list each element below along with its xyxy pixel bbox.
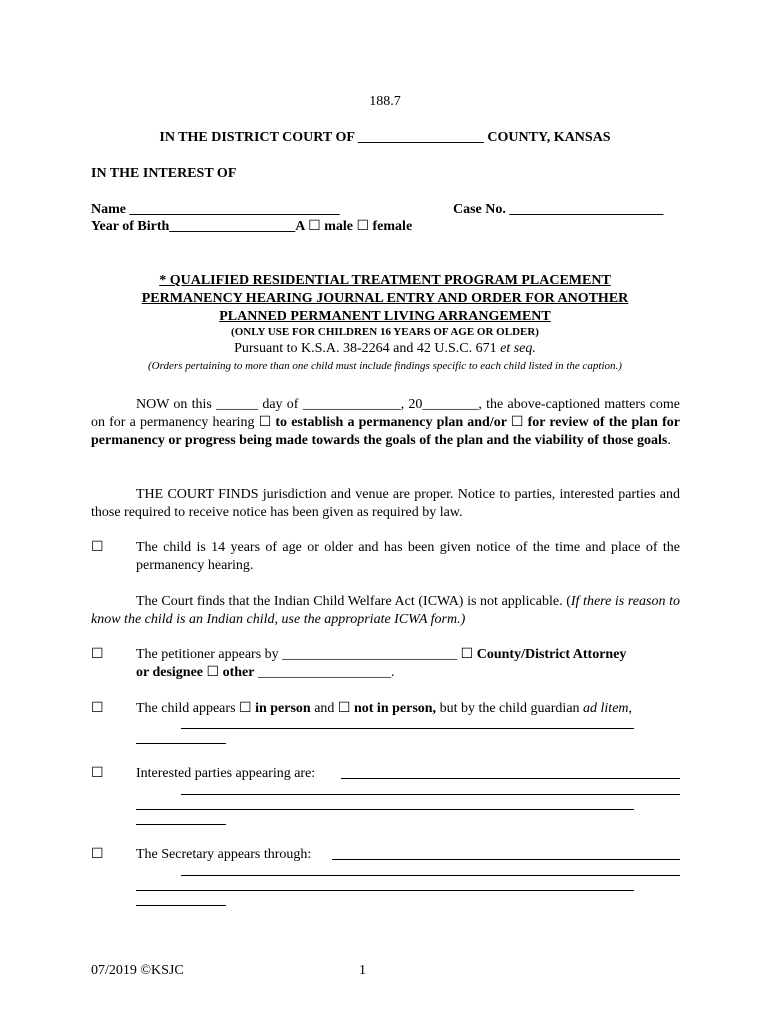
form-number: 188.7: [369, 94, 401, 109]
child-appears-text: The child appears: [136, 701, 240, 716]
and-text: and: [310, 701, 338, 716]
court-finds-paragraph: THE COURT FINDS jurisdiction and venue are proper. Notice to parties, interested parties and those required to receive notice has been given as required by law.: [91, 487, 680, 520]
child-appears-line: [136, 700, 680, 717]
child-appears-checkbox[interactable]: ☐: [91, 701, 104, 716]
secretary-label: The Secretary appears through:: [136, 847, 312, 862]
petitioner-line-1: [136, 646, 680, 663]
icwa-paragraph: [91, 593, 680, 629]
county-attorney-label: County/District Attorney: [473, 647, 627, 662]
other-blank[interactable]: ___________________.: [254, 665, 395, 680]
year-of-birth-field[interactable]: Year of Birth__________________A: [91, 219, 309, 234]
orders-note: (Orders pertaining to more than one child must include findings specific to each child listed in the caption.): [148, 360, 622, 372]
title-note: (ONLY USE FOR CHILDREN 16 YEARS OF AGE OR OLDER): [231, 326, 539, 338]
p1-text-c: , 20________, the above-captioned matters come on for a permanency hearing: [91, 397, 680, 430]
p1-period: .: [667, 433, 671, 448]
child-14-text: The child is 14 years of age or older and has been given notice of the time and place of the permanency hearing.: [136, 540, 680, 573]
pursuant-text: Pursuant to K.S.A. 38-2264 and 42 U.S.C. 671: [234, 341, 501, 356]
female-checkbox[interactable]: ☐: [356, 219, 370, 234]
secretary-blank-1[interactable]: [332, 859, 680, 860]
title-line-3: PLANNED PERMANENT LIVING ARRANGEMENT: [219, 309, 551, 324]
comma: ,: [628, 701, 633, 716]
secretary-blank-4[interactable]: [136, 905, 226, 906]
female-label: female: [369, 219, 413, 234]
guardian-text: but by the child guardian: [436, 701, 584, 716]
ad-litem-text: ad litem: [583, 701, 629, 716]
icwa-italic: If there is reason to know the child is an Indian child, use the appropriate ICWA form.): [91, 594, 680, 627]
interested-blank-3[interactable]: [136, 809, 634, 810]
male-label: male: [320, 219, 357, 234]
icwa-text: The Court finds that the Indian Child Welfare Act (ICWA) is not applicable. (: [136, 594, 571, 609]
other-label: other: [219, 665, 255, 680]
case-number-field[interactable]: Case No. ______________________: [453, 202, 664, 217]
pursuant-italic: et seq.: [500, 341, 536, 356]
title-line-2: PERMANENCY HEARING JOURNAL ENTRY AND ORDER FOR ANOTHER: [141, 291, 629, 306]
establish-plan-checkbox[interactable]: ☐: [258, 415, 272, 430]
p1-text-a: NOW on this ______ day of: [136, 397, 303, 412]
month-blank[interactable]: ______________: [302, 397, 401, 412]
title-line-1: * QUALIFIED RESIDENTIAL TREATMENT PROGRAM PLACEMENT: [159, 273, 611, 288]
petitioner-checkbox[interactable]: ☐: [91, 647, 104, 662]
interested-parties-label: Interested parties appearing are:: [136, 766, 316, 781]
now-paragraph: [91, 396, 680, 450]
name-field[interactable]: Name ______________________________: [91, 202, 340, 217]
not-in-person-checkbox[interactable]: ☐: [337, 701, 351, 716]
designee-label: or designee: [136, 665, 207, 680]
petitioner-line-2: [136, 664, 680, 681]
review-plan-label: for review of the plan for permanency or progress being made towards the goals of the plan and the viability of those goals: [91, 415, 680, 448]
establish-plan-label: to establish a permanency plan and/or: [271, 415, 511, 430]
interested-blank-1[interactable]: [341, 778, 680, 779]
not-in-person-label: not in person,: [350, 701, 437, 716]
footer-date: 07/2019 ©KSJC: [91, 963, 184, 978]
pursuant-line: [0, 340, 770, 357]
secretary-blank-3[interactable]: [136, 890, 634, 891]
in-person-label: in person: [251, 701, 311, 716]
county-attorney-checkbox[interactable]: ☐: [460, 647, 474, 662]
guardian-blank-2[interactable]: [136, 743, 226, 744]
guardian-blank-1[interactable]: [181, 728, 634, 729]
petitioner-text[interactable]: The petitioner appears by _________________________: [136, 647, 461, 662]
interested-blank-2[interactable]: [181, 794, 680, 795]
male-checkbox[interactable]: ☐: [308, 219, 321, 234]
interest-of: IN THE INTEREST OF: [91, 166, 237, 181]
secretary-blank-2[interactable]: [181, 875, 680, 876]
in-person-checkbox[interactable]: ☐: [239, 701, 252, 716]
interested-blank-4[interactable]: [136, 824, 226, 825]
page-number: 1: [359, 963, 366, 978]
birth-gender-row: [91, 218, 412, 235]
interested-parties-checkbox[interactable]: ☐: [91, 766, 104, 781]
review-plan-checkbox[interactable]: ☐: [510, 415, 524, 430]
secretary-checkbox[interactable]: ☐: [91, 847, 104, 862]
other-checkbox[interactable]: ☐: [206, 665, 220, 680]
child-14-checkbox[interactable]: ☐: [91, 540, 104, 555]
court-line: IN THE DISTRICT COURT OF __________________ COUNTY, KANSAS: [159, 130, 611, 145]
